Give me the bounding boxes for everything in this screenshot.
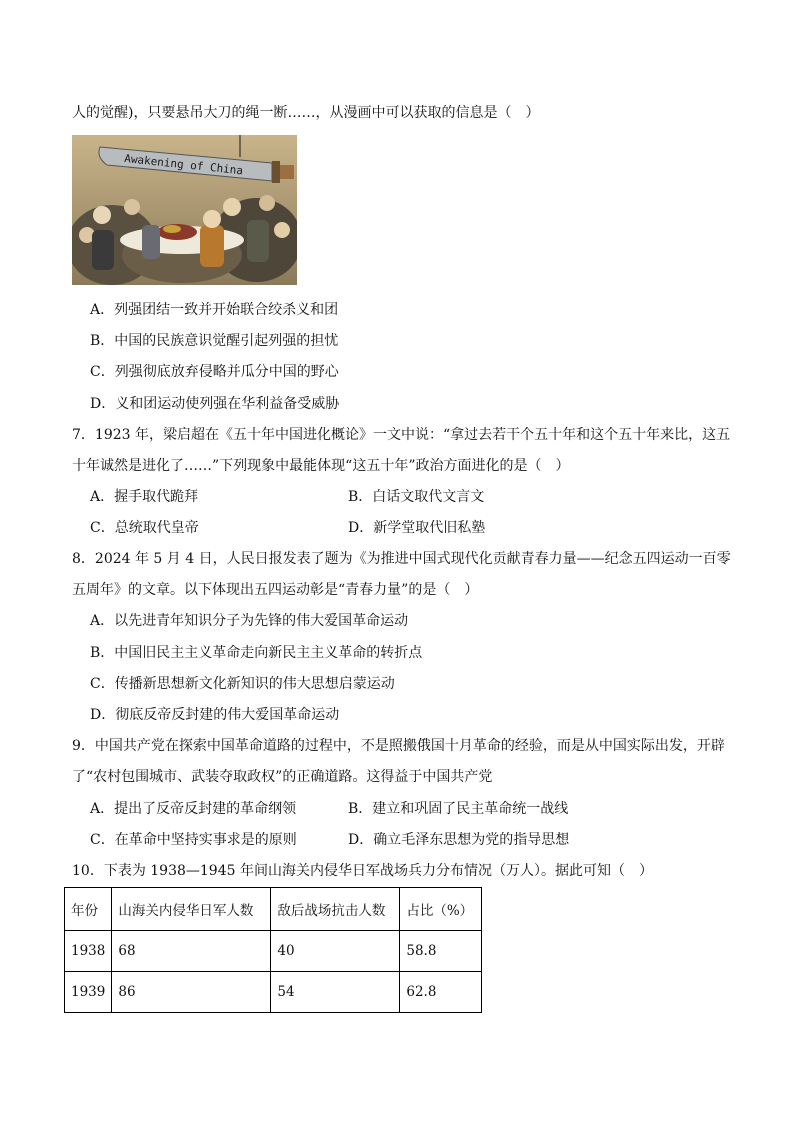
table-cell: 68: [112, 931, 271, 972]
table-row: [65, 931, 482, 972]
table-header-cell: 占比（%）: [400, 888, 482, 931]
table-cell: 1939: [65, 972, 112, 1013]
table-cell: 1938: [65, 931, 112, 972]
q6-option-a: A．列强团结一致并开始联合绞杀义和团: [90, 302, 339, 318]
table-cell: 40: [271, 931, 400, 972]
q9-stem-line1: 9．中国共产党在探索中国革命道路的过程中，不是照搬俄国十月革命的经验，而是从中国实际出发，开辟: [72, 738, 725, 754]
q6-stem-tail: 人的觉醒)，只要悬吊大刀的绳一断……，从漫画中可以获取的信息是（ ）: [72, 105, 540, 121]
table-header-cell: 山海关内侵华日军人数: [112, 888, 271, 931]
q7-option-b: B．白话文取代文言文: [348, 489, 485, 505]
q8-stem-line2: 五周年》的文章。以下体现出五四运动彰是“青春力量”的是（ ）: [72, 582, 479, 598]
q7-option-d: D．新学堂取代旧私塾: [348, 520, 486, 536]
q7-stem-line1: 7．1923 年，梁启超在《五十年中国进化概论》一文中说：“拿过去若干个五十年和这个五十年来比，这五: [72, 427, 731, 443]
q8-option-d: D．彻底反帝反封建的伟大爱国革命运动: [90, 707, 340, 723]
table-cell: 86: [112, 972, 271, 1013]
cartoon-illustration: [72, 135, 297, 285]
q8-option-c: C．传播新思想新文化新知识的伟大思想启蒙运动: [90, 676, 395, 692]
troop-distribution-table: [64, 887, 482, 1013]
cartoon-image: [72, 135, 297, 285]
table-cell: 54: [271, 972, 400, 1013]
q9-option-d: D．确立毛泽东思想为党的指导思想: [348, 832, 570, 848]
q9-stem-line2: 了“农村包围城市、武装夺取政权”的正确道路。这得益于中国共产党: [72, 769, 493, 785]
table-header-row: [65, 888, 482, 931]
table-header-cell: 年份: [65, 888, 112, 931]
q6-option-b: B．中国的民族意识觉醒引起列强的担忧: [90, 333, 339, 349]
q10-stem: 10．下表为 1938—1945 年间山海关内侵华日军战场兵力分布情况（万人）。据此可知（ ）: [72, 863, 653, 879]
q7-option-c: C．总统取代皇帝: [90, 520, 199, 536]
table-cell: 58.8: [400, 931, 482, 972]
q6-option-c: C．列强彻底放弃侵略并瓜分中国的野心: [90, 364, 339, 380]
q7-option-a: A．握手取代跪拜: [90, 489, 199, 505]
q7-stem-line2: 十年诚然是进化了……”下列现象中最能体现“这五十年”政治方面进化的是（ ）: [72, 458, 570, 474]
q9-option-c: C．在革命中坚持实事求是的原则: [90, 832, 297, 848]
q8-option-a: A．以先进青年知识分子为先锋的伟大爱国革命运动: [90, 613, 409, 629]
q9-option-b: B．建立和巩固了民主革命统一战线: [348, 801, 569, 817]
q9-option-a: A．提出了反帝反封建的革命纲领: [90, 801, 297, 817]
q8-option-b: B．中国旧民主主义革命走向新民主主义革命的转折点: [90, 645, 423, 661]
q8-stem-line1: 8．2024 年 5 月 4 日，人民日报发表了题为《为推进中国式现代化贡献青春力量——纪念五四运动一百零: [72, 551, 731, 567]
table-cell: 62.8: [400, 972, 482, 1013]
q6-option-d: D．义和团运动使列强在华利益备受威胁: [90, 396, 340, 412]
table-header-cell: 敌后战场抗击人数: [271, 888, 400, 931]
table-row: [65, 972, 482, 1013]
sword-text: Awakening of China: [123, 151, 244, 178]
